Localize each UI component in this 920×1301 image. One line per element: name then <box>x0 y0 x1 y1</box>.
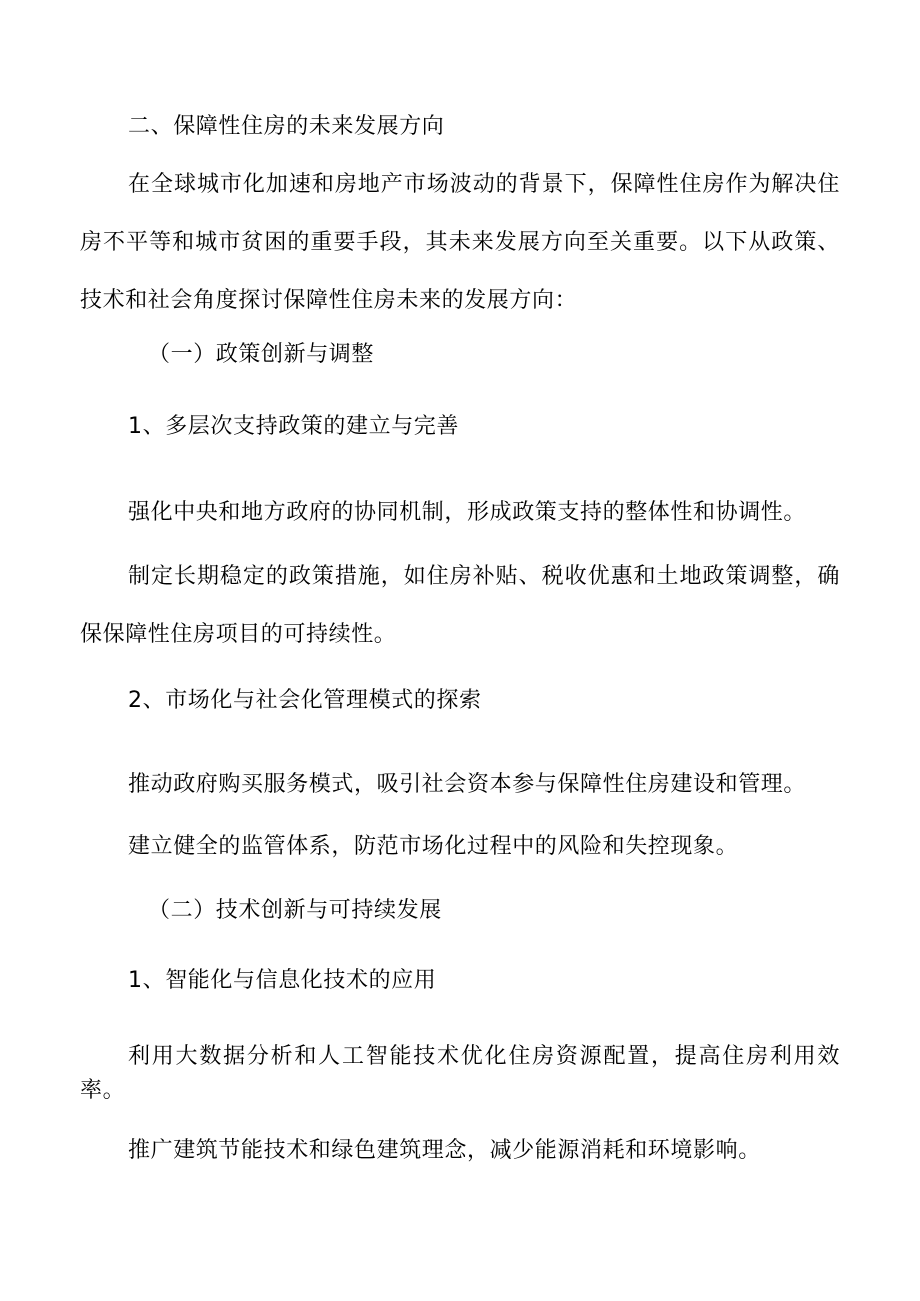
subsection-heading-technology: （二）技术创新与可持续发展 <box>148 898 442 923</box>
item-heading-smart-tech: 1、智能化与信息化技术的应用 <box>128 968 437 993</box>
item-heading-multilevel-policy: 1、多层次支持政策的建立与完善 <box>128 414 459 439</box>
section-heading: 二、保障性住房的未来发展方向 <box>128 114 445 139</box>
subsection-heading-policy: （一）政策创新与调整 <box>148 342 375 367</box>
paragraph-green-building: 推广建筑节能技术和绿色建筑理念，减少能源消耗和环境影响。 <box>128 1138 761 1163</box>
paragraph-supervision: 建立健全的监管体系，防范市场化过程中的风险和失控现象。 <box>128 834 739 859</box>
paragraph-coordination: 强化中央和地方政府的协同机制，形成政策支持的整体性和协调性。 <box>128 500 807 525</box>
intro-paragraph: 在全球城市化加速和房地产市场波动的背景下，保障性住房作为解决住房不平等和城市贫困的重要手段，其未来发展方向至关重要。以下从政策、技术和社会角度探讨保障性住房未来的发展方向： <box>80 172 840 313</box>
paragraph-big-data: 利用大数据分析和人工智能技术优化住房资源配置，提高住房利用效率。 <box>80 1044 840 1103</box>
paragraph-government-services: 推动政府购买服务模式，吸引社会资本参与保障性住房建设和管理。 <box>128 772 807 797</box>
item-heading-market-management: 2、市场化与社会化管理模式的探索 <box>128 688 482 713</box>
paragraph-long-term-policy: 制定长期稳定的政策措施，如住房补贴、税收优惠和土地政策调整，确保保障性住房项目的可持续性。 <box>80 564 840 647</box>
